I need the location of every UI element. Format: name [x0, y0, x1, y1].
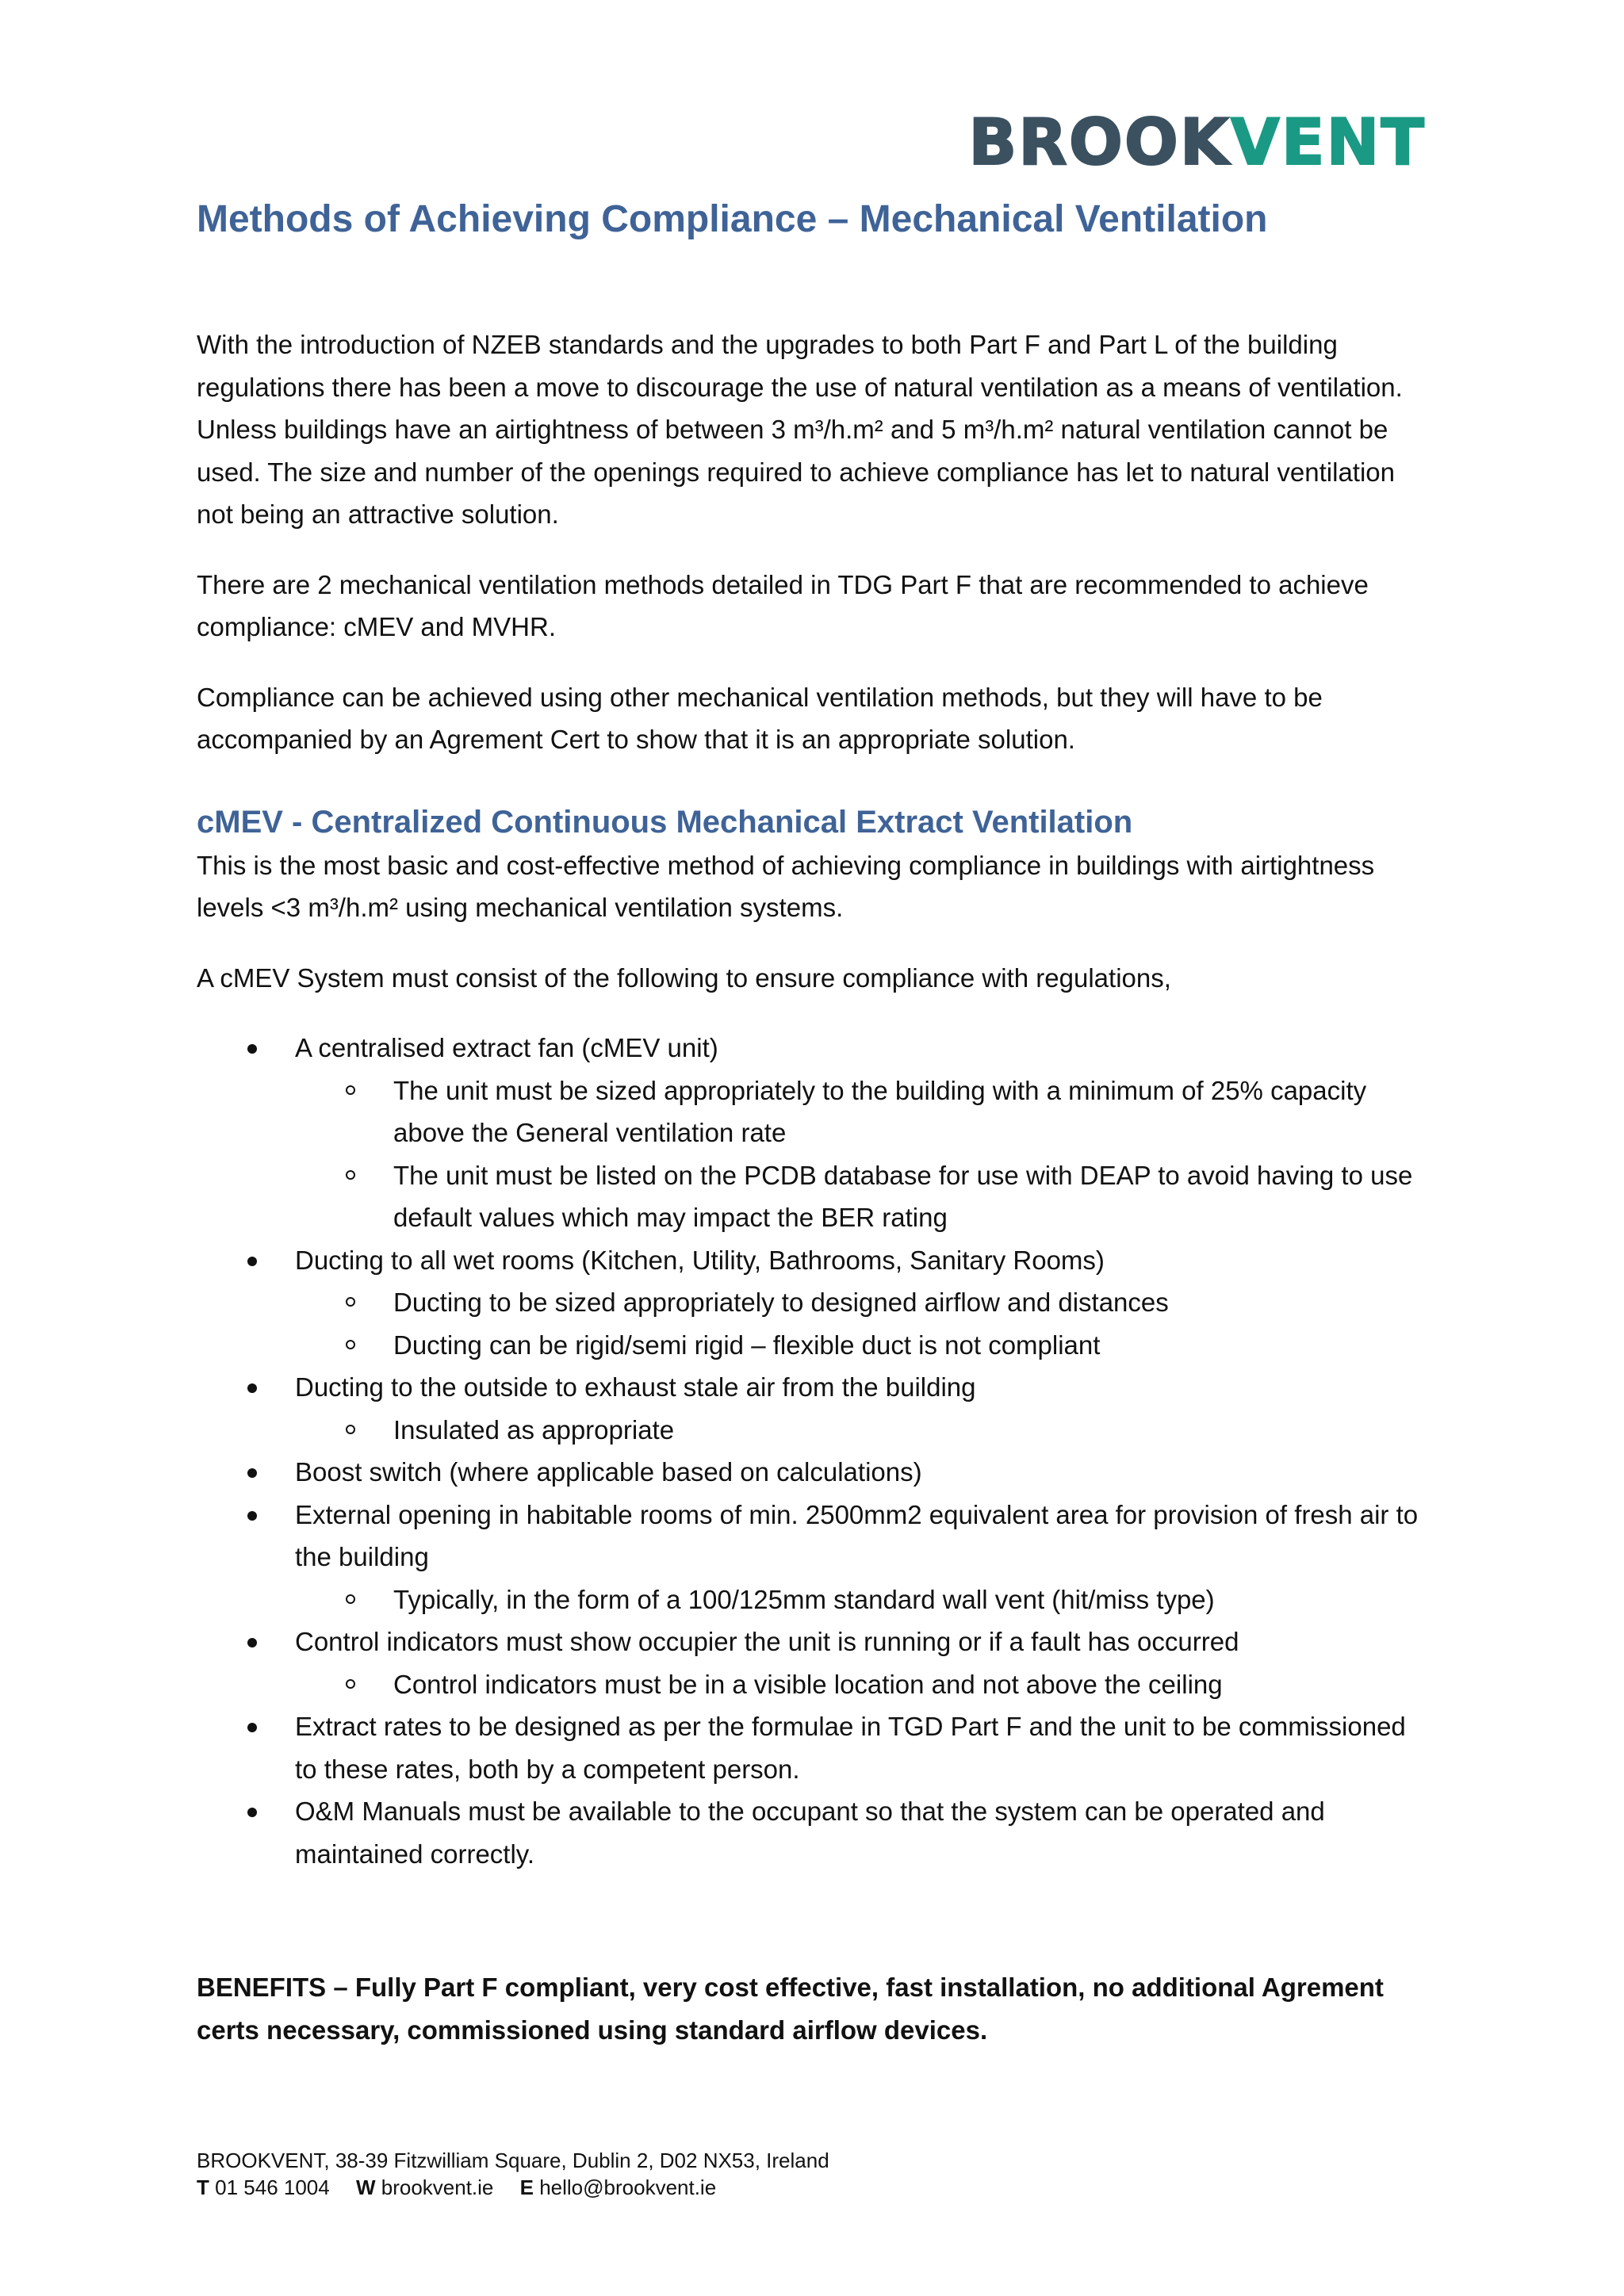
sub-list-item-text: Insulated as appropriate: [393, 1414, 675, 1445]
intro-paragraph-3: Compliance can be achieved using other mechanical ventilation methods, but they will have to be accompanied by an Agrement Cert to show that it is an appropriate solution.: [197, 682, 1323, 754]
list-item-text: External opening in habitable rooms of min. 2500mm2 equivalent area for provision of fresh air to the building: [295, 1499, 1419, 1571]
bullet-icon: [247, 1257, 257, 1266]
list-item: [197, 1027, 1434, 1239]
sub-list-item-text: Control indicators must be in a visible location and not above the ceiling: [393, 1669, 1223, 1699]
sub-list-item-text: The unit must be listed on the PCDB database for use with DEAP to avoid having to use default values which may impact the BER rating: [393, 1160, 1413, 1232]
section-paragraph-2: A cMEV System must consist of the following to ensure compliance with regulations,: [197, 962, 1171, 993]
bullet-icon: [247, 1808, 257, 1817]
list-item: [197, 1790, 1434, 1875]
bullet-icon: [247, 1511, 257, 1521]
sub-list-item-text: The unit must be sized appropriately to the building with a minimum of 25% capacity above the General ventilation rate: [393, 1075, 1367, 1147]
footer: [197, 2147, 829, 2201]
sub-list: [295, 1281, 1434, 1366]
circle-bullet-icon: [346, 1679, 355, 1689]
list-item: [197, 1494, 1434, 1621]
requirements-list: [197, 1027, 1434, 1875]
sub-list-item-text: Ducting can be rigid/semi rigid – flexible duct is not compliant: [393, 1330, 1101, 1360]
sub-list: [295, 1578, 1434, 1621]
bullet-icon: [247, 1638, 257, 1647]
list-item-text: Ducting to all wet rooms (Kitchen, Utility, Bathrooms, Sanitary Rooms): [295, 1245, 1105, 1275]
sub-list-item: [295, 1281, 1434, 1324]
list-item: [197, 1366, 1434, 1451]
phone-number: 01 546 1004: [215, 2175, 330, 2199]
sub-list-item: [295, 1578, 1434, 1621]
list-item-text: Control indicators must show occupier the unit is running or if a fault has occurred: [295, 1627, 1239, 1656]
sub-list-item: [295, 1154, 1434, 1239]
sub-list-item-text: Typically, in the form of a 100/125mm standard wall vent (hit/miss type): [393, 1584, 1215, 1614]
list-item: [197, 1239, 1434, 1367]
circle-bullet-icon: [346, 1340, 355, 1349]
list-item-text: O&M Manuals must be available to the occupant so that the system can be operated and maintained correctly.: [295, 1797, 1325, 1869]
list-item-text: Ducting to the outside to exhaust stale air from the building: [295, 1372, 976, 1402]
bullet-icon: [247, 1044, 257, 1054]
phone-label: T: [197, 2175, 209, 2199]
sub-list: [295, 1663, 1434, 1706]
bullet-icon: [247, 1723, 257, 1732]
circle-bullet-icon: [346, 1297, 355, 1307]
bullet-icon: [247, 1383, 257, 1393]
circle-bullet-icon: [346, 1170, 355, 1180]
sub-list-item: [295, 1324, 1434, 1367]
section-heading-cmev: cMEV - Centralized Continuous Mechanical Extract Ventilation: [197, 804, 1133, 840]
brookvent-logo: [968, 105, 1426, 179]
email-link[interactable]: hello@brookvent.ie: [539, 2175, 717, 2199]
website-link[interactable]: brookvent.ie: [381, 2175, 494, 2199]
sub-list-item: [295, 1409, 1434, 1452]
logo-part-brook: BROOK: [968, 105, 1231, 179]
footer-contacts: [197, 2174, 829, 2201]
benefits-statement: BENEFITS – Fully Part F compliant, very cost effective, fast installation, no additional Agrement certs necessary, commissioned using standard airflow devices.: [197, 1973, 1384, 2045]
list-item: [197, 1705, 1434, 1790]
circle-bullet-icon: [346, 1085, 355, 1095]
section-paragraph-1: This is the most basic and cost-effective method of achieving compliance in buildings with airtightness levels <3 m³/h.m² using mechanical ventilation systems.: [197, 850, 1375, 922]
footer-address: BROOKVENT, 38-39 Fitzwilliam Square, Dublin 2, D02 NX53, Ireland: [197, 2149, 829, 2172]
list-item: [197, 1621, 1434, 1705]
sub-list-item: [295, 1663, 1434, 1706]
sub-list-item: [295, 1070, 1434, 1154]
page-title: Methods of Achieving Compliance – Mechanical Ventilation: [197, 198, 1268, 240]
list-item-text: A centralised extract fan (cMEV unit): [295, 1033, 718, 1062]
circle-bullet-icon: [346, 1425, 355, 1434]
bullet-icon: [247, 1468, 257, 1478]
sub-list: [295, 1409, 1434, 1452]
list-item: [197, 1451, 1434, 1494]
intro-paragraph-1: With the introduction of NZEB standards and the upgrades to both Part F and Part L of the building regulations there has been a move to discourage the use of natural ventilation as a means of ventilation. Unless buildings have an airtightness of between 3 m³/h.m² and 5 m³/h.m² natural ventilation cannot be used. The size and number of the openings required to achieve compliance has let to natural ventilation not being an attractive solution.: [197, 330, 1403, 529]
document-body: [197, 323, 1434, 1875]
list-item-text: Boost switch (where applicable based on calculations): [295, 1457, 922, 1487]
circle-bullet-icon: [346, 1594, 355, 1604]
sub-list: [295, 1070, 1434, 1239]
sub-list-item-text: Ducting to be sized appropriately to designed airflow and distances: [393, 1288, 1169, 1317]
logo-part-vent: VENT: [1230, 105, 1426, 179]
email-label: E: [519, 2175, 534, 2199]
list-item-text: Extract rates to be designed as per the formulae in TGD Part F and the unit to be commissioned to these rates, both by a competent person.: [295, 1712, 1406, 1784]
web-label: W: [355, 2175, 376, 2199]
intro-paragraph-2: There are 2 mechanical ventilation methods detailed in TDG Part F that are recommended to achieve compliance: cMEV and MVHR.: [197, 569, 1369, 641]
